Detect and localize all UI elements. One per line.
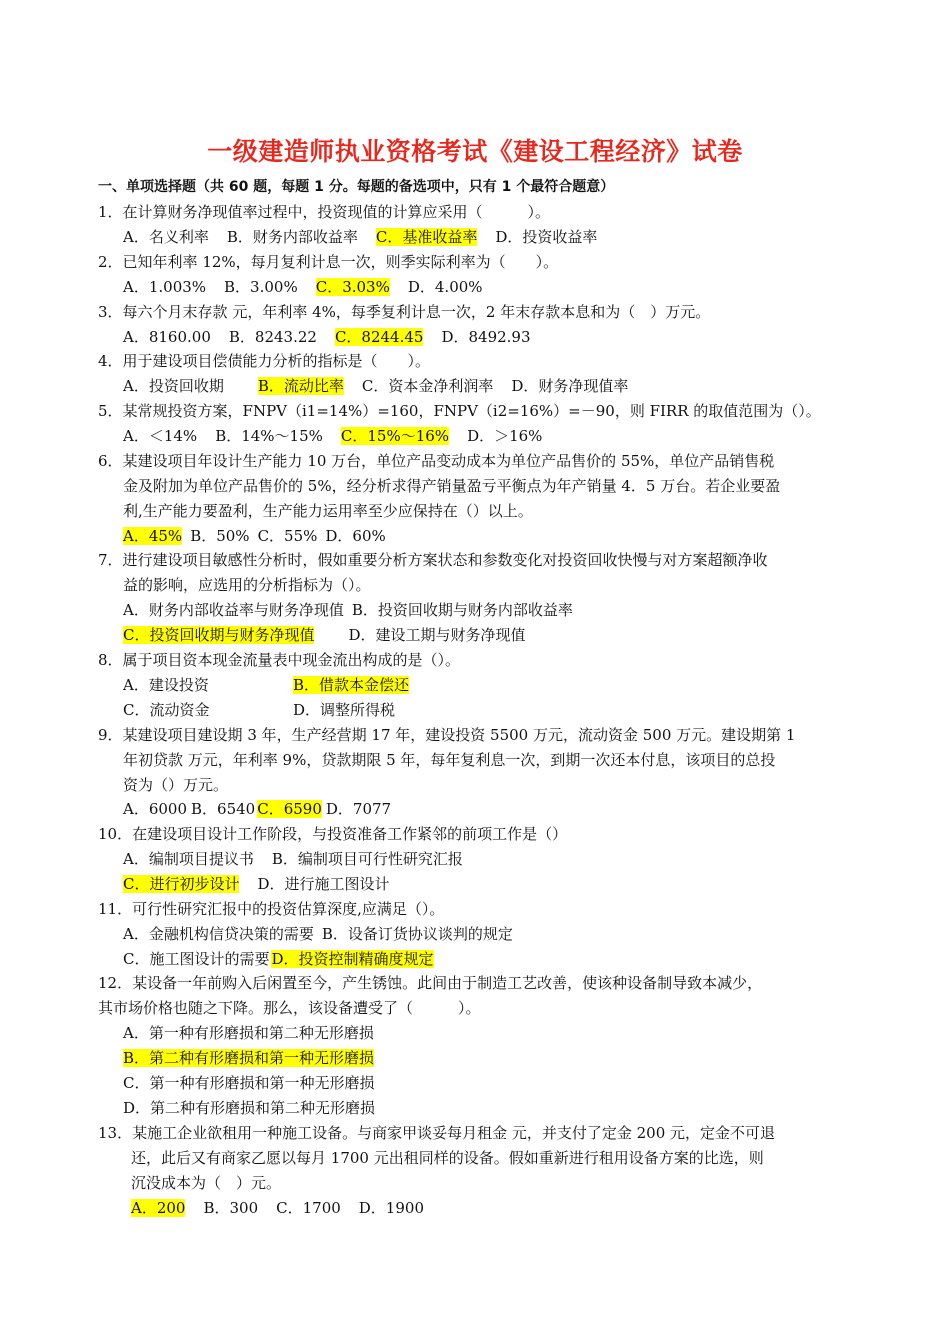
option-d[interactable]: D．4.00% [407,278,483,296]
option-d-answer[interactable]: D．投资控制精确度规定 [271,950,434,968]
option-c-answer[interactable]: C．6590 [257,800,322,818]
option-c-answer[interactable]: C．进行初步设计 [123,875,240,893]
option-d[interactable]: D．进行施工图设计 [257,875,390,893]
option-b-answer[interactable]: B．借款本金偿还 [293,676,410,694]
options-1 [123,227,597,247]
option-a[interactable]: A．1.003% [123,278,207,296]
question-2: 2．已知年利率 12%，每月复利计息一次，则季实际利率为（ ）。 [98,253,559,271]
question-12: 12．某设备一年前购入后闲置至今，产生锈蚀。此间由于制造工艺改善，使该种设备制导致本减少， [98,974,763,992]
option-a[interactable]: A．第一种有形磨损和第二种无形磨损 [123,1024,374,1042]
options-8-row-2 [123,700,395,720]
question-13: 13．某施工企业欲租用一种施工设备。与商家甲谈妥每月租金 元，并支付了定金 200 元，定金不可退 [98,1124,776,1142]
option-a[interactable]: A．财务内部收益率与财务净现值 [123,601,344,619]
option-b[interactable]: B．6540 [191,800,256,818]
option-d[interactable]: D．投资收益率 [495,228,598,246]
section-heading: 一、单项选择题（共 60 题，每题 1 分。每题的备选项中，只有 1 个最符合题意） [98,179,615,195]
question-13-line-2: 还，此后又有商家乙愿以每月 1700 元出租同样的设备。假如重新进行租用设备方案的比选，则 [131,1149,764,1167]
question-12-line-2: 其市场价格也随之下降。那么，该设备遭受了（ ）。 [98,999,481,1017]
option-b[interactable]: B．8243.22 [228,328,317,346]
option-c-answer[interactable]: C．基准收益率 [375,228,478,246]
options-3 [123,327,531,347]
option-c-answer[interactable]: C．8244.45 [334,328,424,346]
option-a[interactable]: A．金融机构信贷决策的需要 [123,925,314,943]
option-b[interactable]: B．编制项目可行性研究汇报 [271,850,463,868]
option-c[interactable]: C．流动资金 [123,701,210,719]
question-8: 8．属于项目资本现金流量表中现金流出构成的是（）。 [98,651,461,669]
option-c[interactable]: C．资本金净利润率 [361,377,494,395]
option-d[interactable]: D．7077 [325,800,392,818]
question-4: 4．用于建设项目偿债能力分析的指标是（ ）。 [98,352,431,370]
question-9-line-2: 年初贷款 万元，年利率 9%，贷款期限 5 年，每年复利息一次，到期一次还本付息，该项目的总投 [123,751,776,769]
option-d[interactable]: D．8492.93 [441,328,531,346]
option-b[interactable]: B．3.00% [224,278,298,296]
options-7-row-2 [123,625,526,645]
option-d[interactable]: D．60% [325,527,386,545]
option-a[interactable]: A．6000 [123,800,188,818]
options-10-row-2 [123,874,390,894]
options-13 [131,1198,424,1218]
question-9: 9．某建设项目建设期 3 年，生产经营期 17 年，建设投资 5500 万元，流动资金 500 万元。建设期第 1 [98,726,796,744]
question-1: 1．在计算财务净现值率过程中，投资现值的计算应采用（ ）。 [98,203,551,221]
option-d[interactable]: D．＞16% [467,427,543,445]
option-a[interactable]: A．建设投资 [123,676,209,694]
option-a[interactable]: A．＜14% [123,427,198,445]
option-c[interactable]: C．第一种有形磨损和第一种无形磨损 [123,1074,375,1092]
options-4 [123,376,628,396]
option-a-answer[interactable]: A．45% [123,527,183,545]
option-b-answer[interactable]: B．流动比率 [257,377,344,395]
exam-title: 一级建造师执业资格考试《建设工程经济》试卷 [207,137,743,166]
question-13-line-3: 沉没成本为（ ）元。 [131,1174,282,1192]
option-c-answer[interactable]: C．15%～16% [340,427,450,445]
question-6: 6．某建设项目年设计生产能力 10 万台，单位产品变动成本为单位产品售价的 55%，单位产品销售税 [98,452,775,470]
question-7-line-2: 益的影响，应选用的分析指标为（）。 [123,576,371,594]
option-a[interactable]: A．投资回收期 [123,377,224,395]
option-a[interactable]: A．名义利率 [123,228,209,246]
option-b[interactable]: B．300 [203,1199,259,1217]
question-7: 7．进行建设项目敏感性分析时，假如重要分析方案状态和参数变化对投资回收快慢与对方案超额净收 [98,551,768,569]
option-a[interactable]: A．8160.00 [123,328,211,346]
option-b[interactable]: B．50% [190,527,250,545]
option-b[interactable]: B．投资回收期与财务内部收益率 [351,601,573,619]
question-6-line-2: 金及附加为单位产品售价的 5%，经分析求得产销量盈亏平衡点为年产销量 4．5 万台。若企业要盈 [123,477,781,495]
option-b-answer-row [123,1048,374,1068]
option-b[interactable]: B．财务内部收益率 [226,228,358,246]
options-6 [123,526,386,546]
options-8-row-1 [123,675,409,695]
option-d[interactable]: D．第二种有形磨损和第二种无形磨损 [123,1099,376,1117]
option-c-answer[interactable]: C．3.03% [315,278,390,296]
question-3: 3．每六个月末存款 元，年利率 4%，每季复利计息一次，2 年末存款本息和为（ ）万元。 [98,303,711,321]
options-7-row-1 [123,600,573,620]
option-c[interactable]: C．55% [257,527,318,545]
options-2 [123,277,483,297]
options-11-row-1 [123,924,513,944]
option-d[interactable]: D．财务净现值率 [511,377,629,395]
option-d[interactable]: D．建设工期与财务净现值 [348,626,526,644]
question-9-line-3: 资为（）万元。 [123,776,229,794]
options-9 [123,799,391,819]
question-6-line-3: 利,生产能力要盈利，生产能力运用率至少应保持在（）以上。 [123,502,533,520]
question-5: 5．某常规投资方案，FNPV（i1=14%）=160，FNPV（i2=16%）=－90，则 FIRR 的取值范围为（）。 [98,402,821,420]
question-10: 10．在建设项目设计工作阶段，与投资准备工作紧邻的前项工作是（） [98,825,568,843]
option-b[interactable]: B．设备订货协议谈判的规定 [321,925,513,943]
options-5 [123,426,542,446]
option-a-answer[interactable]: A．200 [131,1199,186,1217]
question-11: 11．可行性研究汇报中的投资估算深度,应满足（）。 [98,900,445,918]
options-11-row-2 [123,949,434,969]
option-b[interactable]: B．14%～15% [215,427,323,445]
option-a[interactable]: A．编制项目提议书 [123,850,254,868]
option-d[interactable]: D．调整所得税 [293,701,396,719]
option-c-answer[interactable]: C．投资回收期与财务净现值 [123,626,315,644]
option-c[interactable]: C．施工图设计的需要 [123,950,270,968]
option-c[interactable]: C．1700 [276,1199,341,1217]
options-10-row-1 [123,849,463,869]
option-b-answer[interactable]: B．第二种有形磨损和第一种无形磨损 [123,1049,375,1067]
option-d[interactable]: D．1900 [358,1199,424,1217]
